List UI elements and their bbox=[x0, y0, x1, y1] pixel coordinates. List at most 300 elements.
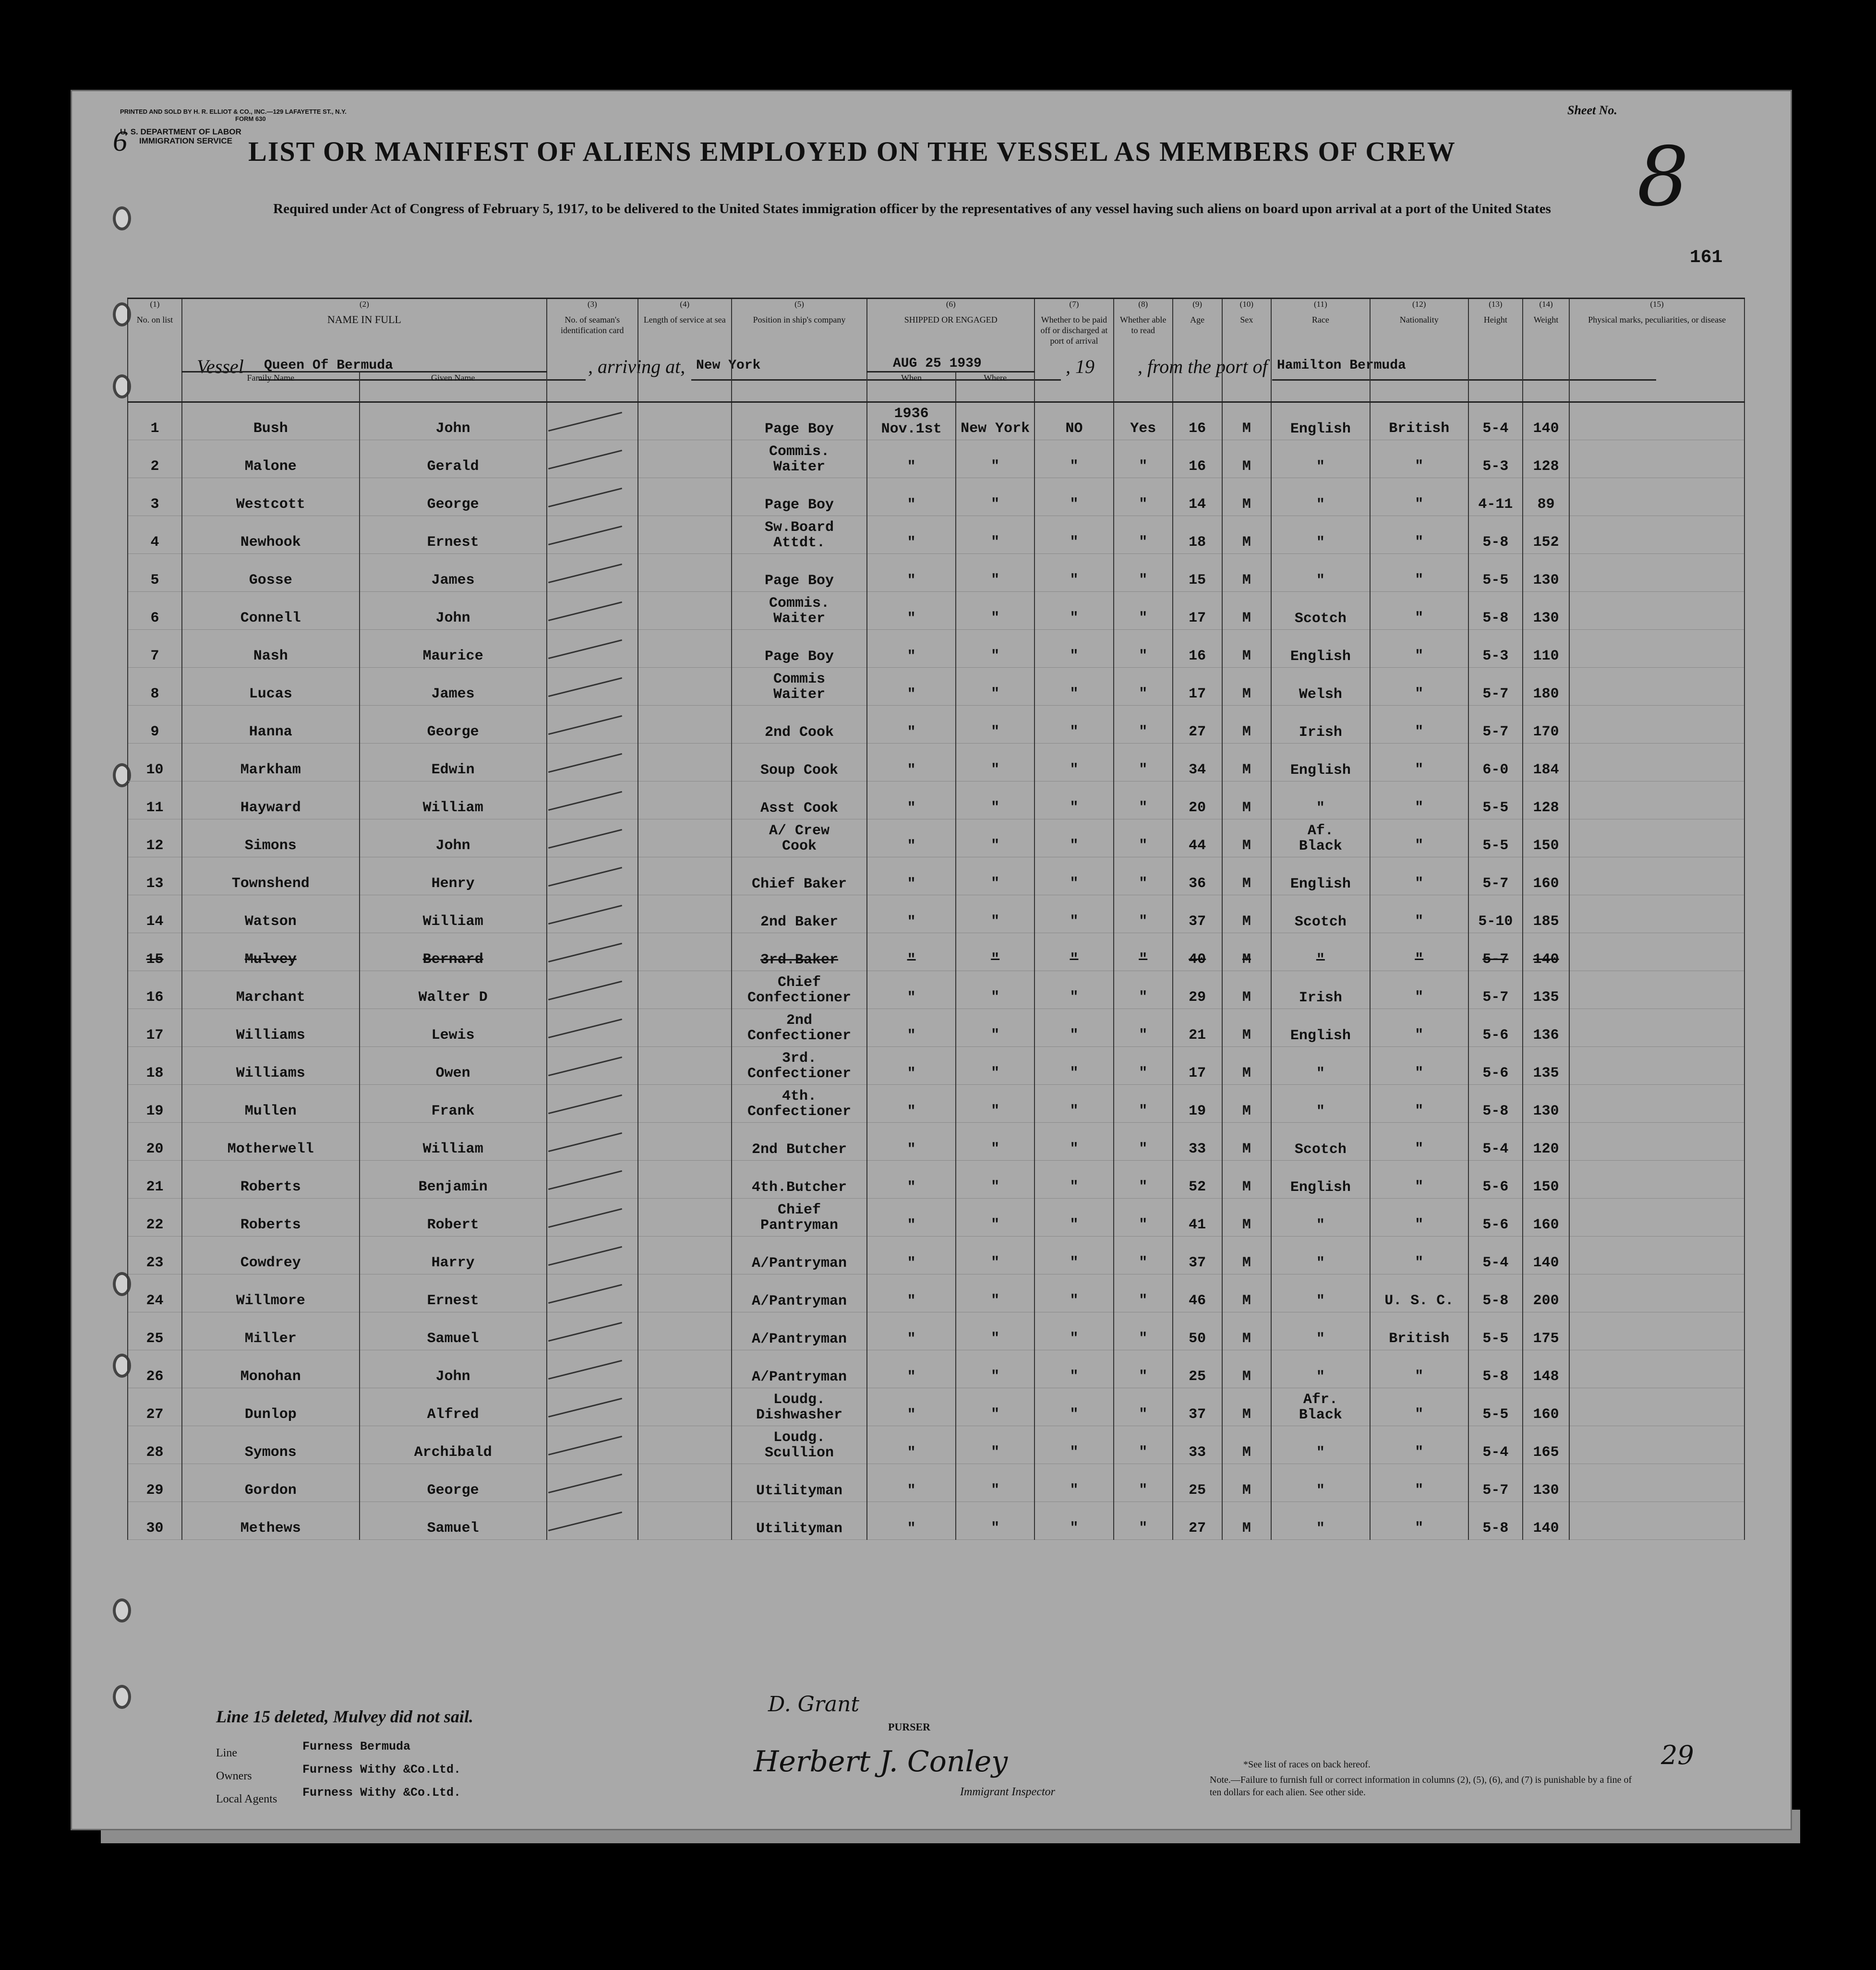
position-cell: Page Boy bbox=[732, 402, 867, 440]
position-cell: Commis. Waiter bbox=[732, 592, 867, 630]
height-cell: 5-5 bbox=[1468, 819, 1523, 857]
inspector-label: Immigrant Inspector bbox=[960, 1786, 1055, 1798]
family-name-cell: Markham bbox=[182, 744, 360, 781]
given-name-cell: John bbox=[360, 592, 547, 630]
physical-marks-cell bbox=[1569, 478, 1744, 516]
height-cell: 5-7 bbox=[1468, 933, 1523, 971]
shipped-when-cell: " bbox=[867, 592, 956, 630]
table-row bbox=[128, 857, 1744, 895]
position-cell: 3rd. Confectioner bbox=[732, 1047, 867, 1085]
year-label: , 19 bbox=[1066, 356, 1094, 377]
height-cell: 5-8 bbox=[1468, 1350, 1523, 1388]
page-title: LIST OR MANIFEST OF ALIENS EMPLOYED ON THE VESSEL AS MEMBERS OF CREW bbox=[248, 136, 1456, 167]
shipped-where-cell: " bbox=[956, 478, 1034, 516]
col-shipped-header: (6) SHIPPED OR ENGAGED bbox=[867, 299, 1034, 372]
physical-marks-cell bbox=[1569, 440, 1744, 478]
agents-value: Furness Withy &Co.Ltd. bbox=[302, 1786, 461, 1800]
sheet-number-label: Sheet No. bbox=[1567, 103, 1617, 117]
physical-marks-cell bbox=[1569, 1161, 1744, 1199]
physical-marks-cell bbox=[1569, 592, 1744, 630]
punch-hole bbox=[113, 1598, 131, 1622]
given-name-cell: Harry bbox=[360, 1237, 547, 1274]
height-cell: 5-6 bbox=[1468, 1199, 1523, 1237]
weight-cell: 140 bbox=[1523, 402, 1570, 440]
row-number-cell: 24 bbox=[128, 1274, 182, 1312]
line-label: Line bbox=[216, 1747, 237, 1759]
family-name-cell: Hayward bbox=[182, 781, 360, 819]
shipped-where-cell: " bbox=[956, 1502, 1034, 1540]
service-length-cell bbox=[638, 1312, 732, 1350]
arrival-date: AUG 25 1939 bbox=[893, 356, 982, 371]
col-id-card-header: (3) No. of seaman's identification card bbox=[547, 299, 638, 402]
id-card-cell bbox=[547, 1312, 638, 1350]
nationality-cell: " bbox=[1370, 781, 1468, 819]
nationality-cell: " bbox=[1370, 1123, 1468, 1161]
height-cell: 5-7 bbox=[1468, 971, 1523, 1009]
weight-cell: 135 bbox=[1523, 1047, 1570, 1085]
family-name-cell: Motherwell bbox=[182, 1123, 360, 1161]
id-card-cell bbox=[547, 1199, 638, 1237]
sex-cell: M bbox=[1222, 1464, 1272, 1502]
physical-marks-cell bbox=[1569, 1237, 1744, 1274]
id-card-cell bbox=[547, 1123, 638, 1161]
col-race-header: (11) Race bbox=[1271, 299, 1370, 402]
given-name-cell: George bbox=[360, 1464, 547, 1502]
service-length-cell bbox=[638, 706, 732, 744]
physical-marks-cell bbox=[1569, 516, 1744, 554]
shipped-where-cell: " bbox=[956, 971, 1034, 1009]
service-length-cell bbox=[638, 440, 732, 478]
shipped-when-cell: " bbox=[867, 1237, 956, 1274]
position-cell: Commis Waiter bbox=[732, 668, 867, 706]
position-cell: A/ Crew Cook bbox=[732, 819, 867, 857]
nationality-cell: " bbox=[1370, 1350, 1468, 1388]
paid-off-cell: " bbox=[1034, 744, 1113, 781]
id-card-cell bbox=[547, 1009, 638, 1047]
age-cell: 52 bbox=[1173, 1161, 1222, 1199]
race-cell: " bbox=[1271, 1199, 1370, 1237]
able-to-read-cell: " bbox=[1114, 1237, 1173, 1274]
shipped-where-cell: " bbox=[956, 1123, 1034, 1161]
paid-off-cell: " bbox=[1034, 1009, 1113, 1047]
service-length-cell bbox=[638, 781, 732, 819]
given-name-cell: George bbox=[360, 706, 547, 744]
table-row bbox=[128, 1388, 1744, 1426]
paid-off-cell: " bbox=[1034, 1274, 1113, 1312]
family-name-cell: Williams bbox=[182, 1009, 360, 1047]
age-cell: 20 bbox=[1173, 781, 1222, 819]
given-name-cell: James bbox=[360, 554, 547, 592]
shipped-when-cell: " bbox=[867, 1199, 956, 1237]
age-cell: 15 bbox=[1173, 554, 1222, 592]
nationality-cell: " bbox=[1370, 1085, 1468, 1123]
nationality-cell: " bbox=[1370, 1502, 1468, 1540]
able-to-read-cell: " bbox=[1114, 668, 1173, 706]
race-cell: English bbox=[1271, 630, 1370, 668]
inspector-signature: Herbert J. Conley bbox=[754, 1745, 1008, 1778]
col-age-header: (9) Age bbox=[1173, 299, 1222, 402]
nationality-cell: " bbox=[1370, 933, 1468, 971]
position-cell: Sw.Board Attdt. bbox=[732, 516, 867, 554]
age-cell: 19 bbox=[1173, 1085, 1222, 1123]
service-length-cell bbox=[638, 592, 732, 630]
table-row bbox=[128, 478, 1744, 516]
able-to-read-cell: " bbox=[1114, 933, 1173, 971]
shipped-when-cell: " bbox=[867, 1085, 956, 1123]
departure-port: Hamilton Bermuda bbox=[1277, 358, 1406, 373]
race-cell: " bbox=[1271, 933, 1370, 971]
service-length-cell bbox=[638, 1085, 732, 1123]
height-cell: 5-4 bbox=[1468, 1426, 1523, 1464]
height-cell: 6-0 bbox=[1468, 744, 1523, 781]
table-row bbox=[128, 1199, 1744, 1237]
row-number-cell: 4 bbox=[128, 516, 182, 554]
service-length-cell bbox=[638, 971, 732, 1009]
shipped-where-cell: " bbox=[956, 781, 1034, 819]
race-cell: " bbox=[1271, 1312, 1370, 1350]
race-cell: Scotch bbox=[1271, 895, 1370, 933]
row-number-cell: 15 bbox=[128, 933, 182, 971]
family-name-cell: Williams bbox=[182, 1047, 360, 1085]
age-cell: 16 bbox=[1173, 402, 1222, 440]
id-card-cell bbox=[547, 971, 638, 1009]
family-name-cell: Symons bbox=[182, 1426, 360, 1464]
shipped-where-cell: " bbox=[956, 857, 1034, 895]
shipped-where-cell: " bbox=[956, 1161, 1034, 1199]
able-to-read-cell: " bbox=[1114, 440, 1173, 478]
owners-label: Owners bbox=[216, 1770, 252, 1782]
shipped-when-cell: " bbox=[867, 1047, 956, 1085]
weight-cell: 184 bbox=[1523, 744, 1570, 781]
height-cell: 5-5 bbox=[1468, 1388, 1523, 1426]
shipped-when-cell: " bbox=[867, 440, 956, 478]
sex-cell: M bbox=[1222, 554, 1272, 592]
handwritten-sheet-number: 8 bbox=[1637, 130, 1689, 225]
nationality-cell: " bbox=[1370, 1161, 1468, 1199]
family-name-cell: Dunlop bbox=[182, 1388, 360, 1426]
row-number-cell: 16 bbox=[128, 971, 182, 1009]
table-row bbox=[128, 402, 1744, 440]
col-position-header: (5) Position in ship's company bbox=[732, 299, 867, 402]
nationality-cell: U. S. C. bbox=[1370, 1274, 1468, 1312]
table-row bbox=[128, 781, 1744, 819]
race-cell: " bbox=[1271, 554, 1370, 592]
service-length-cell bbox=[638, 895, 732, 933]
sex-cell: M bbox=[1222, 440, 1272, 478]
physical-marks-cell bbox=[1569, 402, 1744, 440]
shipped-when-cell: " bbox=[867, 1312, 956, 1350]
physical-marks-cell bbox=[1569, 630, 1744, 668]
given-name-cell: George bbox=[360, 478, 547, 516]
physical-marks-cell bbox=[1569, 1199, 1744, 1237]
weight-cell: 152 bbox=[1523, 516, 1570, 554]
sex-cell: M bbox=[1222, 706, 1272, 744]
able-to-read-cell: " bbox=[1114, 971, 1173, 1009]
given-name-cell: Henry bbox=[360, 857, 547, 895]
id-card-cell bbox=[547, 1274, 638, 1312]
table-row bbox=[128, 1009, 1744, 1047]
physical-marks-cell bbox=[1569, 1085, 1744, 1123]
given-name-cell: Robert bbox=[360, 1199, 547, 1237]
race-cell: English bbox=[1271, 744, 1370, 781]
family-name-cell: Townshend bbox=[182, 857, 360, 895]
paid-off-cell: " bbox=[1034, 895, 1113, 933]
nationality-cell: " bbox=[1370, 668, 1468, 706]
sex-cell: M bbox=[1222, 744, 1272, 781]
id-card-cell bbox=[547, 819, 638, 857]
service-length-cell bbox=[638, 478, 732, 516]
weight-cell: 140 bbox=[1523, 1502, 1570, 1540]
sex-cell: M bbox=[1222, 1085, 1272, 1123]
age-cell: 40 bbox=[1173, 933, 1222, 971]
paid-off-cell: " bbox=[1034, 516, 1113, 554]
physical-marks-cell bbox=[1569, 1502, 1744, 1540]
race-cell: English bbox=[1271, 1009, 1370, 1047]
sex-cell: M bbox=[1222, 895, 1272, 933]
height-cell: 5-6 bbox=[1468, 1161, 1523, 1199]
paid-off-cell: " bbox=[1034, 630, 1113, 668]
table-row bbox=[128, 744, 1744, 781]
table-row bbox=[128, 895, 1744, 933]
age-cell: 14 bbox=[1173, 478, 1222, 516]
physical-marks-cell bbox=[1569, 1388, 1744, 1426]
paid-off-cell: " bbox=[1034, 1237, 1113, 1274]
position-cell: Page Boy bbox=[732, 478, 867, 516]
row-number-cell: 6 bbox=[128, 592, 182, 630]
id-card-cell bbox=[547, 744, 638, 781]
shipped-where-cell: " bbox=[956, 440, 1034, 478]
paid-off-cell: " bbox=[1034, 1426, 1113, 1464]
able-to-read-cell: " bbox=[1114, 516, 1173, 554]
shipped-where-cell: New York bbox=[956, 402, 1034, 440]
shipped-when-cell: " bbox=[867, 781, 956, 819]
id-card-cell bbox=[547, 554, 638, 592]
service-length-cell bbox=[638, 1426, 732, 1464]
id-card-cell bbox=[547, 1237, 638, 1274]
service-length-cell bbox=[638, 516, 732, 554]
table-row bbox=[128, 706, 1744, 744]
service-length-cell bbox=[638, 554, 732, 592]
row-number-cell: 17 bbox=[128, 1009, 182, 1047]
race-cell: Scotch bbox=[1271, 1123, 1370, 1161]
service-length-cell bbox=[638, 1009, 732, 1047]
punch-hole bbox=[113, 206, 131, 230]
weight-cell: 148 bbox=[1523, 1350, 1570, 1388]
id-card-cell bbox=[547, 630, 638, 668]
table-row bbox=[128, 554, 1744, 592]
family-name-cell: Miller bbox=[182, 1312, 360, 1350]
race-cell: " bbox=[1271, 440, 1370, 478]
department-heading: U. S. DEPARTMENT OF LABOR IMMIGRATION SERVICE bbox=[120, 127, 241, 145]
position-cell: Page Boy bbox=[732, 630, 867, 668]
shipped-where-cell: " bbox=[956, 554, 1034, 592]
col-height-header: (13) Height bbox=[1468, 299, 1523, 402]
row-number-cell: 12 bbox=[128, 819, 182, 857]
height-cell: 4-11 bbox=[1468, 478, 1523, 516]
given-name-cell: Samuel bbox=[360, 1312, 547, 1350]
nationality-cell: " bbox=[1370, 1464, 1468, 1502]
row-number-cell: 20 bbox=[128, 1123, 182, 1161]
vessel-name: Queen Of Bermuda bbox=[264, 358, 393, 373]
row-number-cell: 9 bbox=[128, 706, 182, 744]
id-card-cell bbox=[547, 668, 638, 706]
shipped-where-cell: " bbox=[956, 1388, 1034, 1426]
able-to-read-cell: " bbox=[1114, 478, 1173, 516]
service-length-cell bbox=[638, 857, 732, 895]
col-nationality-header: (12) Nationality bbox=[1370, 299, 1468, 402]
shipped-when-cell: " bbox=[867, 971, 956, 1009]
given-name-cell: Bernard bbox=[360, 933, 547, 971]
id-card-cell bbox=[547, 781, 638, 819]
id-card-cell bbox=[547, 857, 638, 895]
given-name-cell: Gerald bbox=[360, 440, 547, 478]
row-number-cell: 18 bbox=[128, 1047, 182, 1085]
nationality-cell: " bbox=[1370, 1009, 1468, 1047]
arrival-port: New York bbox=[696, 358, 761, 373]
footer-values bbox=[302, 1723, 461, 1804]
family-name-cell: Watson bbox=[182, 895, 360, 933]
id-card-cell bbox=[547, 706, 638, 744]
able-to-read-cell: " bbox=[1114, 895, 1173, 933]
col-given-name-header: Given Name bbox=[360, 372, 547, 402]
race-cell: Scotch bbox=[1271, 592, 1370, 630]
race-cell: " bbox=[1271, 781, 1370, 819]
height-cell: 5-8 bbox=[1468, 516, 1523, 554]
height-cell: 5-5 bbox=[1468, 554, 1523, 592]
sex-cell: M bbox=[1222, 1312, 1272, 1350]
service-length-cell bbox=[638, 933, 732, 971]
family-name-cell: Mullen bbox=[182, 1085, 360, 1123]
able-to-read-cell: " bbox=[1114, 819, 1173, 857]
paid-off-cell: " bbox=[1034, 668, 1113, 706]
able-to-read-cell: " bbox=[1114, 1274, 1173, 1312]
table-row bbox=[128, 1350, 1744, 1388]
family-name-cell: Gordon bbox=[182, 1464, 360, 1502]
id-card-cell bbox=[547, 1085, 638, 1123]
weight-cell: 135 bbox=[1523, 971, 1570, 1009]
race-cell: " bbox=[1271, 478, 1370, 516]
able-to-read-cell: " bbox=[1114, 781, 1173, 819]
shipped-where-cell: " bbox=[956, 744, 1034, 781]
weight-cell: 130 bbox=[1523, 592, 1570, 630]
id-card-cell bbox=[547, 402, 638, 440]
page-subtitle: Required under Act of Congress of February 5, 1917, to be delivered to the United States immigration officer by the representatives of any vessel having such aliens on board upon arrival at a port of the United States bbox=[273, 201, 1551, 216]
shipped-where-cell: " bbox=[956, 1047, 1034, 1085]
col-where-header: Where bbox=[956, 372, 1034, 402]
shipped-when-cell: " bbox=[867, 554, 956, 592]
weight-cell: 175 bbox=[1523, 1312, 1570, 1350]
sex-cell: M bbox=[1222, 478, 1272, 516]
table-row bbox=[128, 819, 1744, 857]
paid-off-cell: " bbox=[1034, 592, 1113, 630]
position-cell: A/Pantryman bbox=[732, 1237, 867, 1274]
shipped-when-cell: " bbox=[867, 857, 956, 895]
id-card-cell bbox=[547, 933, 638, 971]
sex-cell: M bbox=[1222, 1199, 1272, 1237]
able-to-read-cell: " bbox=[1114, 554, 1173, 592]
nationality-cell: " bbox=[1370, 516, 1468, 554]
given-name-cell: Frank bbox=[360, 1085, 547, 1123]
given-name-cell: Edwin bbox=[360, 744, 547, 781]
shipped-where-cell: " bbox=[956, 592, 1034, 630]
service-length-cell bbox=[638, 1199, 732, 1237]
service-length-cell bbox=[638, 1047, 732, 1085]
table-row bbox=[128, 971, 1744, 1009]
shipped-when-cell: " bbox=[867, 1388, 956, 1426]
weight-cell: 180 bbox=[1523, 668, 1570, 706]
age-cell: 18 bbox=[1173, 516, 1222, 554]
shipped-where-cell: " bbox=[956, 1464, 1034, 1502]
height-cell: 5-5 bbox=[1468, 781, 1523, 819]
position-cell: 2nd Cook bbox=[732, 706, 867, 744]
height-cell: 5-4 bbox=[1468, 402, 1523, 440]
physical-marks-cell bbox=[1569, 1009, 1744, 1047]
service-length-cell bbox=[638, 1274, 732, 1312]
weight-cell: 136 bbox=[1523, 1009, 1570, 1047]
position-cell: 2nd Confectioner bbox=[732, 1009, 867, 1047]
weight-cell: 150 bbox=[1523, 1161, 1570, 1199]
position-cell: Commis. Waiter bbox=[732, 440, 867, 478]
family-name-cell: Monohan bbox=[182, 1350, 360, 1388]
age-cell: 21 bbox=[1173, 1009, 1222, 1047]
paid-off-cell: " bbox=[1034, 440, 1113, 478]
race-cell: Irish bbox=[1271, 971, 1370, 1009]
race-cell: English bbox=[1271, 402, 1370, 440]
col-weight-header: (14) Weight bbox=[1523, 299, 1570, 402]
position-cell: Chief Baker bbox=[732, 857, 867, 895]
id-card-cell bbox=[547, 478, 638, 516]
able-to-read-cell: Yes bbox=[1114, 402, 1173, 440]
service-length-cell bbox=[638, 1123, 732, 1161]
age-cell: 36 bbox=[1173, 857, 1222, 895]
given-name-cell: Samuel bbox=[360, 1502, 547, 1540]
given-name-cell: Ernest bbox=[360, 1274, 547, 1312]
family-name-cell: Roberts bbox=[182, 1161, 360, 1199]
height-cell: 5-5 bbox=[1468, 1312, 1523, 1350]
race-cell: " bbox=[1271, 1237, 1370, 1274]
able-to-read-cell: " bbox=[1114, 630, 1173, 668]
age-cell: 25 bbox=[1173, 1464, 1222, 1502]
shipped-where-cell: " bbox=[956, 1085, 1034, 1123]
race-cell: " bbox=[1271, 1350, 1370, 1388]
paid-off-cell: " bbox=[1034, 1312, 1113, 1350]
weight-cell: 150 bbox=[1523, 819, 1570, 857]
agents-label: Local Agents bbox=[216, 1793, 277, 1805]
sex-cell: M bbox=[1222, 857, 1272, 895]
height-cell: 5-10 bbox=[1468, 895, 1523, 933]
able-to-read-cell: " bbox=[1114, 1464, 1173, 1502]
row-number-cell: 28 bbox=[128, 1426, 182, 1464]
height-cell: 5-6 bbox=[1468, 1009, 1523, 1047]
shipped-when-cell: " bbox=[867, 478, 956, 516]
id-card-cell bbox=[547, 592, 638, 630]
sex-cell: M bbox=[1222, 1426, 1272, 1464]
paid-off-cell: " bbox=[1034, 1161, 1113, 1199]
able-to-read-cell: " bbox=[1114, 1350, 1173, 1388]
row-number-cell: 5 bbox=[128, 554, 182, 592]
paid-off-cell: " bbox=[1034, 1464, 1113, 1502]
position-cell: 4th. Confectioner bbox=[732, 1085, 867, 1123]
service-length-cell bbox=[638, 744, 732, 781]
table-row bbox=[128, 630, 1744, 668]
weight-cell: 160 bbox=[1523, 1199, 1570, 1237]
family-name-cell: Hanna bbox=[182, 706, 360, 744]
height-cell: 5-4 bbox=[1468, 1237, 1523, 1274]
nationality-cell: " bbox=[1370, 819, 1468, 857]
shipped-when-cell: " bbox=[867, 744, 956, 781]
race-cell: English bbox=[1271, 857, 1370, 895]
position-cell: A/Pantryman bbox=[732, 1312, 867, 1350]
